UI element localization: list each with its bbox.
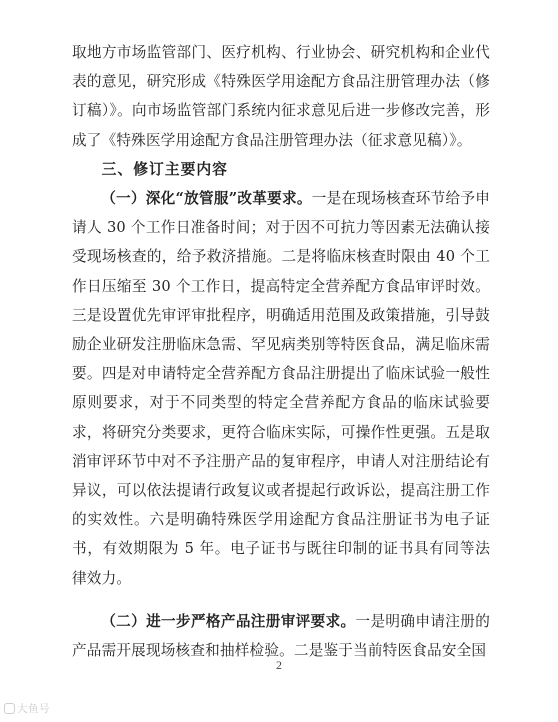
watermark [4, 701, 50, 716]
document-body [72, 38, 490, 665]
item-1-lead: （一）深化“放管服”改革要求。 [101, 190, 312, 208]
paragraph-item-1 [72, 184, 490, 593]
item-2-lead: （二）进一步严格产品注册审评要求。 [101, 612, 356, 630]
page-number: 2 [276, 658, 282, 672]
section-heading: 三、修订主要内容 [101, 160, 228, 178]
watermark-text: 大鱼号 [17, 703, 50, 715]
item-2-body: 一是明确申请注册的产品需开展现场核查和抽样检验。二是鉴于当前特医食品安全国 [72, 612, 490, 660]
paragraph-item-2 [72, 607, 490, 665]
watermark-logo-icon [4, 703, 15, 714]
item-1-body: 一是在现场核查环节给予申请人 30 个工作日准备时间；对于因不可抗力等因素无法确认接受现场核查的，给予救济措施。二是将临床核查时限由 40 个工作日压缩至 30 个工作日，提高特定全营养配方食品审评时效。三是设置优先审评审批程序，明确适用范围及政策措施，引导鼓励企业研发注册临床急需、罕见病类别等特医食品，满足临床需要。四是对申请特定全营养配方食品注册提出了临床试验一般性原则要求，对于不同类型的特定全营养配方食品的临床试验要求，将研究分类要求，更符合临床实际，可操作性更强。五是取消审评环节中对不予注册产品的复审程序，申请人对注册结论有异议，可以依法提请行政复议或者提起行政诉讼，提高注册工作的实效性。六是明确特殊医学用途配方食品注册证书为电子证书，有效期限为 5 年。电子证书与既往印制的证书具有同等法律效力。 [72, 190, 490, 587]
paragraph-continuation: 取地方市场监管部门、医疗机构、行业协会、研究机构和企业代表的意见，研究形成《特殊医学用途配方食品注册管理办法（修订稿）》。向市场监管部门系统内征求意见后进一步修改完善，形成了《特殊医学用途配方食品注册管理办法（征求意见稿）》。 [72, 44, 490, 149]
